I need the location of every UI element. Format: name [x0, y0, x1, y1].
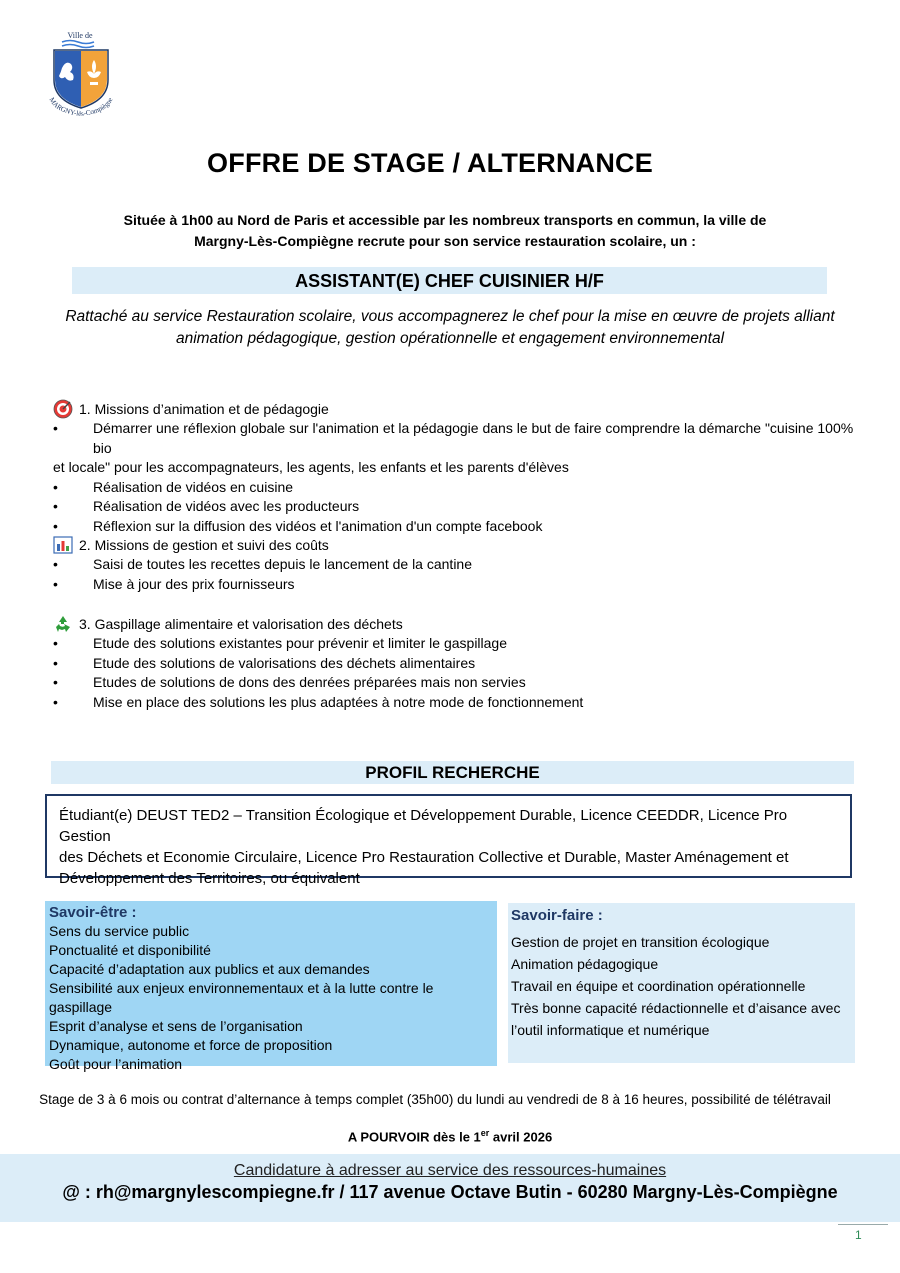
- list-item: • Démarrer une réflexion globale sur l'animation et la pédagogie dans le but de faire comprendre la démarche "cuisine 100% bio: [53, 420, 854, 456]
- list-item: l’outil informatique et numérique: [511, 1022, 710, 1038]
- savoir-etre-box: [45, 901, 497, 1072]
- list-item: Sens du service public: [49, 923, 190, 939]
- city-logo: [40, 28, 132, 120]
- page-number: 1: [855, 1228, 862, 1242]
- list-item: Dynamique, autonome et force de proposition: [49, 1037, 333, 1053]
- section-gaspillage: [53, 614, 865, 712]
- section-heading: [53, 614, 865, 634]
- list-item: Capacité d’adaptation aux publics et aux demandes: [49, 961, 370, 977]
- list-item: • Réalisation de vidéos en cuisine: [53, 478, 294, 495]
- start-date: A POURVOIR dès le 1er avril 2026: [347, 1128, 553, 1145]
- list-item: • Saisi de toutes les recettes depuis le lancement de la cantine: [53, 556, 473, 572]
- section-heading: [53, 535, 865, 555]
- tagline-line-2: animation pédagogique, gestion opérationnelle et engagement environnemental: [175, 330, 725, 347]
- logo-text-bottom: MARGNY-lès-Compiègne: [47, 96, 115, 119]
- list-item: Animation pédagogique: [511, 956, 659, 972]
- contact-banner: [0, 1154, 900, 1222]
- section-heading: [53, 399, 865, 419]
- section-gestion: [53, 535, 865, 594]
- savoir-faire-heading: Savoir-faire :: [511, 907, 603, 924]
- recycle-icon: [53, 614, 73, 634]
- intro-line-2: Margny-Lès-Compiègne recrute pour son service restauration scolaire, un :: [194, 233, 696, 249]
- bullet-list: [53, 634, 865, 712]
- profil-box: [45, 794, 852, 887]
- bullet-list: [53, 555, 865, 594]
- profil-line-3: Développement des Territoires, ou équivalent: [59, 870, 360, 887]
- footer-rule: [838, 1224, 888, 1225]
- coat-of-arms-icon: [40, 28, 132, 120]
- section-heading-text: 3. Gaspillage alimentaire et valorisation des déchets: [79, 616, 403, 632]
- profil-line-2: des Déchets et Economie Circulaire, Licence Pro Restauration Collective et Durable, Master Aménagement et: [59, 849, 789, 866]
- intro-line-1: Située à 1h00 au Nord de Paris et accessible par les nombreux transports en commun, la ville de: [123, 212, 767, 228]
- list-item: • Etude des solutions de valorisations des déchets alimentaires: [53, 654, 476, 671]
- list-item: Ponctualité et disponibilité: [49, 942, 211, 958]
- list-item-continuation: et locale" pour les accompagnateurs, les agents, les enfants et les parents d'élèves: [53, 459, 569, 475]
- logo-text-top: Ville de: [67, 31, 93, 40]
- job-title-banner: ASSISTANT(E) CHEF CUISINIER H/F: [72, 267, 827, 294]
- list-item: Travail en équipe et coordination opérationnelle: [511, 978, 806, 994]
- bar-chart-icon: [53, 535, 73, 555]
- list-item: Esprit d’analyse et sens de l’organisation: [49, 1018, 303, 1034]
- page-title: OFFRE DE STAGE / ALTERNANCE: [207, 148, 653, 178]
- profil-line-1: Étudiant(e) DEUST TED2 – Transition Écologique et Développement Durable, Licence CEEDDR, Licence Pro Gestion: [59, 807, 788, 845]
- list-item: • Mise à jour des prix fournisseurs: [53, 575, 295, 592]
- list-item: • Etudes de solutions de dons des denrées préparées mais non servies: [53, 674, 526, 690]
- stage-info: Stage de 3 à 6 mois ou contrat d’alternance à temps complet (35h00) du lundi au vendredi de 8 à 16 heures, possibilité de télétravail: [39, 1092, 831, 1107]
- job-tagline: [60, 306, 840, 350]
- list-item: Goût pour l’animation: [49, 1056, 183, 1072]
- intro: [90, 210, 800, 252]
- tagline-line-1: Rattaché au service Restauration scolaire, vous accompagnerez le chef pour la mise en œuvre de projets alliant: [65, 308, 835, 325]
- contact-instruction: Candidature à adresser au service des ressources-humaines: [233, 1162, 667, 1179]
- section-heading-text: 2. Missions de gestion et suivi des coûts: [79, 537, 329, 553]
- list-item: • Mise en place des solutions les plus adaptées à notre mode de fonctionnement: [53, 693, 584, 710]
- section-heading-text: 1. Missions d’animation et de pédagogie: [79, 401, 329, 417]
- savoir-etre-heading: Savoir-être :: [49, 904, 137, 921]
- contact-details[interactable]: @ : rh@margnylescompiegne.fr / 117 avenue Octave Butin - 60280 Margny-Lès-Compiègne: [62, 1182, 838, 1202]
- list-item: Très bonne capacité rédactionnelle et d’aisance avec: [511, 1000, 841, 1016]
- bullet-list: [53, 419, 865, 536]
- target-icon: [53, 399, 73, 419]
- section-animation: [53, 399, 865, 536]
- profil-heading: PROFIL RECHERCHE: [51, 761, 854, 784]
- list-item: • Réalisation de vidéos avec les producteurs: [53, 498, 360, 514]
- list-item: Sensibilité aux enjeux environnementaux et à la lutte contre le gaspillage: [49, 980, 434, 1015]
- list-item: • Etude des solutions existantes pour prévenir et limiter le gaspillage: [53, 635, 508, 651]
- list-item: Gestion de projet en transition écologique: [511, 934, 770, 950]
- list-item: • Réflexion sur la diffusion des vidéos et l'animation d'un compte facebook: [53, 517, 543, 534]
- savoir-faire-box: [508, 903, 855, 1063]
